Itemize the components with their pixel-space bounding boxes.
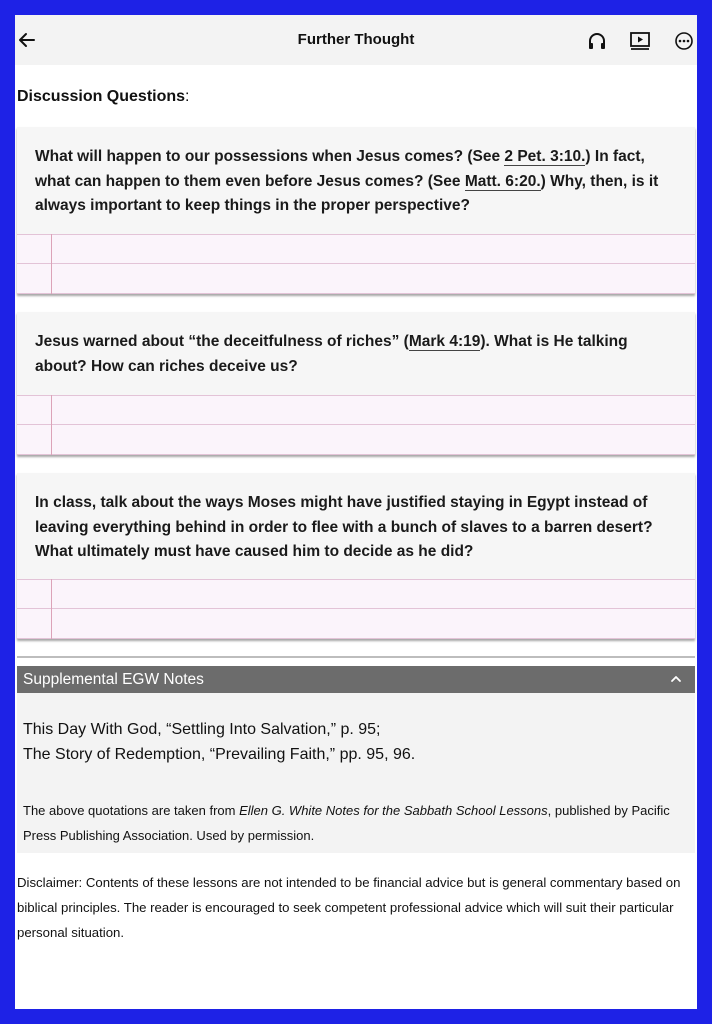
- section-divider: [17, 656, 695, 658]
- disclaimer-text: Disclaimer: Contents of these lessons are not intended to be financial advice but is general commentary based on biblical principles. The reader is encouraged to seek competent professional advice which will suit their particular personal situation.: [17, 875, 681, 940]
- answer-lines-1[interactable]: [17, 234, 695, 294]
- video-play-icon[interactable]: [629, 30, 651, 52]
- egw-reference-2: The Story of Redemption, “Prevailing Faith,” pp. 95, 96.: [23, 746, 416, 763]
- question-card-3: [17, 473, 695, 639]
- question-card-2: [17, 312, 695, 455]
- scripture-link-mark-4-19[interactable]: Mark 4:19: [408, 333, 481, 350]
- top-bar: [15, 15, 697, 65]
- scripture-link-2-pet-3-10[interactable]: 2 Pet. 3:10.: [504, 148, 586, 165]
- question-text-1: What will happen to our possessions when Jesus comes? (See 2 Pet. 3:10.) In fact, what can happen to them even before Jesus comes? (See Matt. 6:20.) Why, then, is it always important to keep things in the proper perspective?: [35, 148, 659, 214]
- page-title: Further Thought: [297, 31, 415, 48]
- egw-attribution: The above quotations are taken from Ellen G. White Notes for the Sabbath School Lessons, published by Pacific Press Publishing Association. Used by permission.: [23, 803, 670, 843]
- egw-references: [23, 717, 415, 767]
- scripture-link-matt-6-20[interactable]: Matt. 6:20.: [464, 172, 541, 190]
- answer-lines-3[interactable]: [17, 579, 695, 639]
- question-card-1: [17, 127, 695, 294]
- egw-notes-title: Supplemental EGW Notes: [23, 670, 204, 688]
- egw-notes-toggle[interactable]: [17, 666, 695, 693]
- more-options-icon[interactable]: [673, 30, 695, 52]
- question-text-3: In class, talk about the ways Moses might have justified staying in Egypt instead of leaving everything behind in order to flee with a bunch of slaves to a barren desert? What ultimately must have caused him to decide as he did?: [35, 494, 653, 560]
- cut-off-text-fragment: [285, 65, 375, 69]
- question-text-2: Jesus warned about “the deceitfulness of riches” (Mark 4:19). What is He talking about? How can riches deceive us?: [35, 333, 628, 375]
- egw-notes-content: [17, 693, 695, 853]
- answer-lines-2[interactable]: [17, 395, 695, 455]
- headphones-icon[interactable]: [586, 30, 608, 52]
- discussion-questions-heading: Discussion Questions:: [17, 88, 190, 105]
- app-screen: [15, 15, 697, 1009]
- chevron-up-icon: [669, 672, 683, 686]
- egw-reference-1: This Day With God, “Settling Into Salvation,” p. 95;: [23, 721, 381, 738]
